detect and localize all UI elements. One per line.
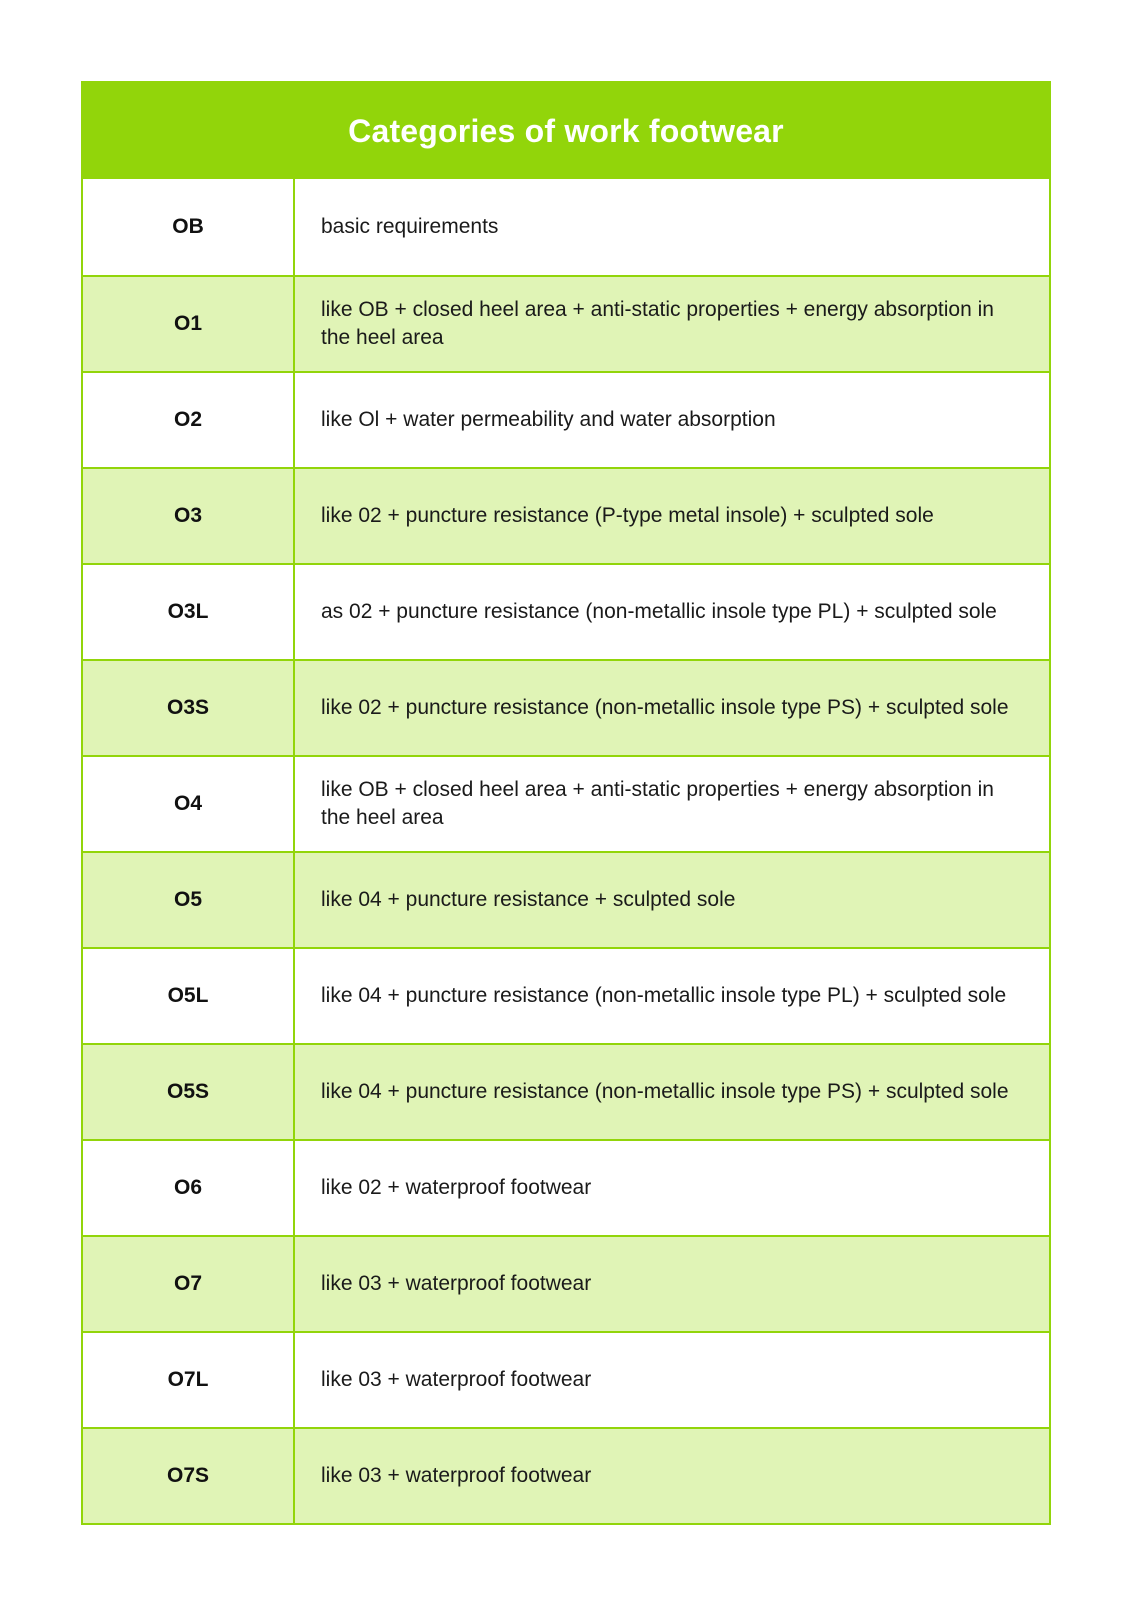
category-code: O5 — [83, 853, 295, 947]
category-description: like 02 + puncture resistance (P-type metal insole) + sculpted sole — [321, 504, 934, 527]
category-code: OB — [83, 179, 295, 275]
table-row — [83, 467, 1049, 563]
category-description: like OB + closed heel area + anti-static properties + energy absorption in the heel area — [321, 778, 994, 829]
table-header — [83, 83, 1049, 179]
category-description: like 03 + waterproof footwear — [321, 1368, 592, 1391]
table-row — [83, 659, 1049, 755]
category-description: as 02 + puncture resistance (non-metallic insole type PL) + sculpted sole — [321, 600, 997, 623]
category-description: like 03 + waterproof footwear — [321, 1464, 592, 1487]
category-description: like 04 + puncture resistance + sculpted sole — [321, 888, 736, 911]
table-body — [83, 179, 1049, 1523]
table-row — [83, 947, 1049, 1043]
category-code: O4 — [83, 757, 295, 851]
table-row — [83, 1139, 1049, 1235]
category-description: like 04 + puncture resistance (non-metallic insole type PL) + sculpted sole — [321, 984, 1007, 1007]
category-code: O6 — [83, 1141, 295, 1235]
category-code: O3L — [83, 565, 295, 659]
category-description: like 02 + waterproof footwear — [321, 1176, 592, 1199]
category-code: O7S — [83, 1429, 295, 1523]
category-code: O3 — [83, 469, 295, 563]
category-description: like OB + closed heel area + anti-static properties + energy absorption in the heel area — [321, 298, 994, 349]
table-row — [83, 179, 1049, 275]
table-row — [83, 1427, 1049, 1523]
category-code: O7L — [83, 1333, 295, 1427]
footwear-categories-table — [81, 81, 1051, 1525]
table-title: Categories of work footwear — [348, 112, 784, 149]
category-code: O1 — [83, 277, 295, 371]
table-row — [83, 755, 1049, 851]
category-code: O5L — [83, 949, 295, 1043]
category-description: like 04 + puncture resistance (non-metallic insole type PS) + sculpted sole — [321, 1080, 1009, 1103]
table-row — [83, 1043, 1049, 1139]
category-description: like 02 + puncture resistance (non-metallic insole type PS) + sculpted sole — [321, 696, 1009, 719]
category-description: like 03 + waterproof footwear — [321, 1272, 592, 1295]
category-code: O7 — [83, 1237, 295, 1331]
table-row — [83, 275, 1049, 371]
category-description: like Ol + water permeability and water absorption — [321, 408, 776, 431]
table-row — [83, 1235, 1049, 1331]
category-code: O5S — [83, 1045, 295, 1139]
table-row — [83, 1331, 1049, 1427]
category-code: O3S — [83, 661, 295, 755]
table-row — [83, 563, 1049, 659]
category-code: O2 — [83, 373, 295, 467]
category-description: basic requirements — [321, 215, 499, 238]
table-row — [83, 851, 1049, 947]
table-row — [83, 371, 1049, 467]
